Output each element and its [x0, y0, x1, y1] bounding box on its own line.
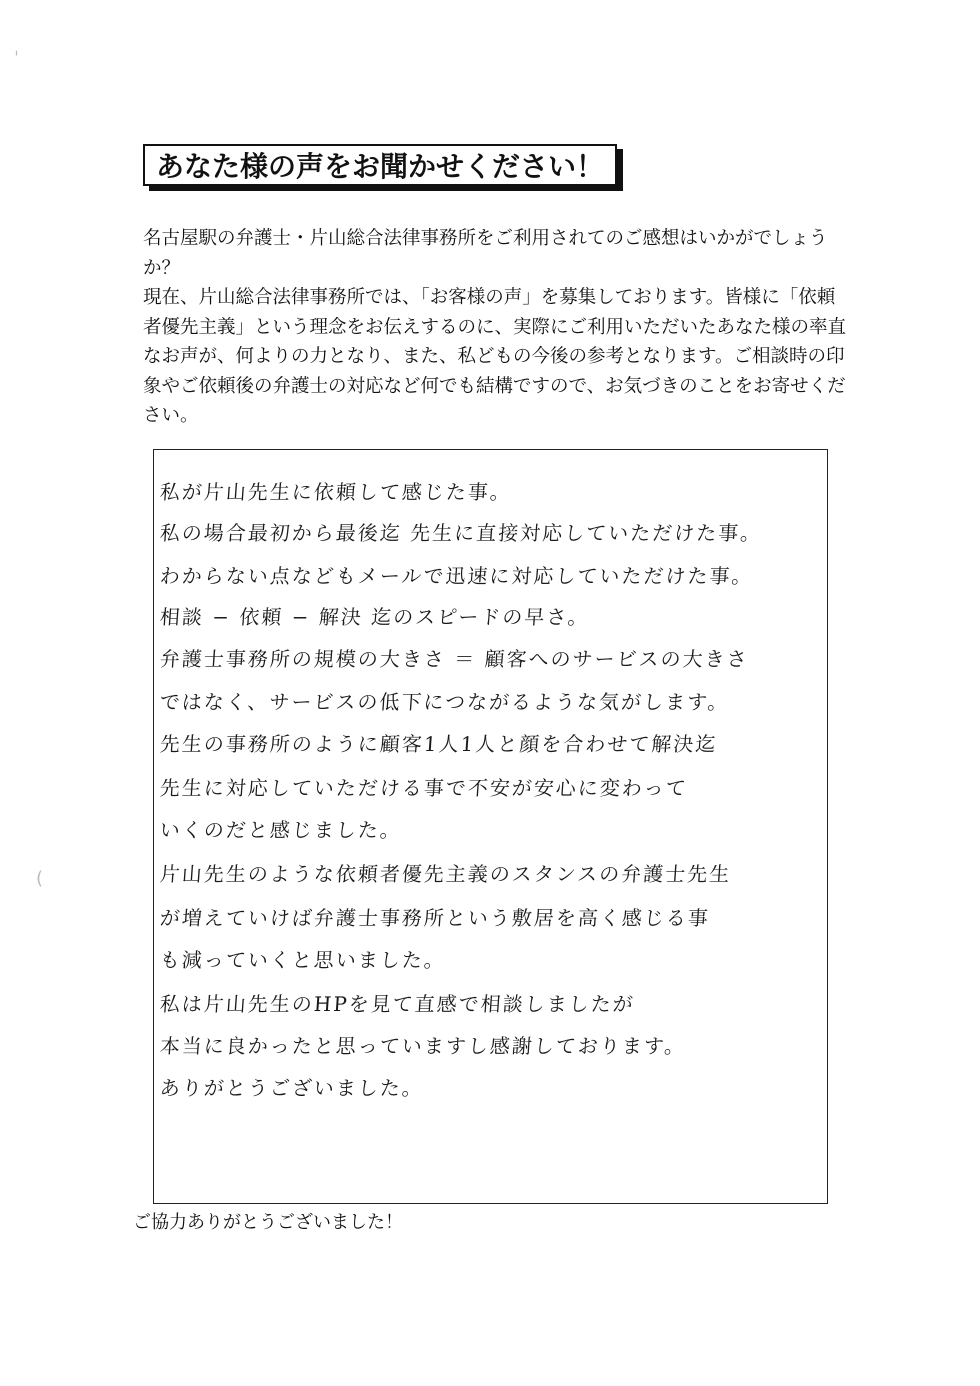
handwritten-line: わからない点などもメールで迅速に対応していただけた事。: [159, 564, 755, 588]
scan-mark-top: ˈ: [14, 48, 19, 69]
form-title: あなた様の声をお聞かせください！: [155, 150, 604, 183]
handwritten-line: 私の場合最初から最後迄 先生に直接対応していただけた事。: [159, 521, 764, 545]
handwritten-line: 片山先生のような依頼者優先主義のスタンスの弁護士先生: [159, 862, 733, 886]
intro-paragraph-1: 名古屋駅の弁護士・片山総合法律事務所をご利用されてのご感想はいかがでしょうか？: [143, 228, 828, 279]
handwritten-line: ありがとうございました。: [159, 1076, 425, 1100]
handwritten-line: も減っていくと思いました。: [159, 948, 447, 972]
intro-paragraph-2: 現在、片山総合法律事務所では、「お客様の声」を募集しております。皆様に「依頼者優先主義」という理念をお伝えするのに、実際にご利用いただいたあなた様の率直なお声が、何よりの力となり、また、私どもの今後の参考となります。ご相談時の印象やご依頼後の弁護士の対応など何でも結構ですので、お気づきのことをお寄せください。: [143, 287, 847, 426]
handwritten-line: 先生に対応していただける事で不安が安心に変わって: [159, 776, 689, 800]
title-box: [143, 144, 617, 186]
handwritten-line: 相談 − 依頼 − 解決 迄のスピードの早さ。: [159, 605, 591, 629]
thanks-footer: ご協力ありがとうございました！: [133, 1212, 403, 1233]
handwritten-line: いくのだと感じました。: [159, 818, 403, 842]
handwritten-line: ではなく、サービスの低下につながるような気がします。: [159, 690, 731, 714]
handwritten-line: 私は片山先生のHPを見て直感で相談しましたが: [159, 992, 636, 1016]
handwritten-line: 弁護士事務所の規模の大きさ ＝ 顧客へのサービスの大きさ: [159, 647, 750, 671]
handwritten-line: 先生の事務所のように顧客1人1人と顔を合わせて解決迄: [159, 732, 719, 756]
handwritten-answer-box: [153, 449, 828, 1204]
scan-mark-left: (: [36, 868, 44, 889]
handwritten-line: が増えていけば弁護士事務所という敷居を高く感じる事: [159, 906, 711, 930]
intro-text: [143, 224, 853, 431]
handwritten-line: 本当に良かったと思っていますし感謝しております。: [159, 1034, 688, 1058]
handwritten-line: 私が片山先生に依頼して感じた事。: [159, 480, 513, 504]
